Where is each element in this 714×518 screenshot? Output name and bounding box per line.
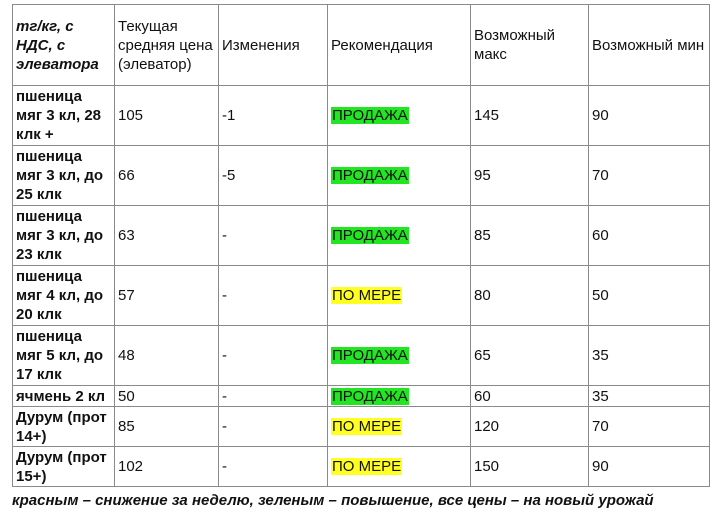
change-value: -	[219, 407, 328, 447]
recommendation-cell	[328, 146, 471, 206]
crop-name: пшеница мяг 4 кл, до 20 клк	[13, 266, 115, 326]
header-change: Изменения	[219, 5, 328, 86]
recommendation-badge: ПРОДАЖА	[332, 167, 408, 184]
recommendation-badge: ПРОДАЖА	[332, 107, 408, 124]
max-value: 80	[471, 266, 589, 326]
recommendation-cell	[328, 86, 471, 146]
crop-name: пшеница мяг 3 кл, 28 клк +	[13, 86, 115, 146]
price-value: 66	[115, 146, 219, 206]
max-value: 95	[471, 146, 589, 206]
change-value: -	[219, 266, 328, 326]
price-value: 57	[115, 266, 219, 326]
price-table	[12, 4, 710, 487]
change-value: -	[219, 206, 328, 266]
price-value: 102	[115, 447, 219, 487]
max-value: 150	[471, 447, 589, 487]
table-row	[13, 86, 710, 146]
max-value: 145	[471, 86, 589, 146]
crop-name: пшеница мяг 5 кл, до 17 клк	[13, 326, 115, 386]
recommendation-badge: ПО МЕРЕ	[332, 287, 402, 304]
min-value: 35	[589, 326, 710, 386]
recommendation-badge: ПО МЕРЕ	[332, 458, 402, 475]
price-value: 85	[115, 407, 219, 447]
price-value: 50	[115, 386, 219, 407]
recommendation-cell	[328, 386, 471, 407]
footnote: красным – снижение за неделю, зеленым – повышение, все цены – на новый урожай	[12, 492, 654, 509]
header-recommendation: Рекомендация	[328, 5, 471, 86]
max-value: 65	[471, 326, 589, 386]
change-value: -5	[219, 146, 328, 206]
recommendation-badge: ПРОДАЖА	[332, 347, 408, 364]
header-max: Возможный макс	[471, 5, 589, 86]
crop-name: пшеница мяг 3 кл, до 25 клк	[13, 146, 115, 206]
header-unit: тг/кг, с НДС, с элеватора	[13, 5, 115, 86]
price-value: 48	[115, 326, 219, 386]
recommendation-cell	[328, 407, 471, 447]
table-row	[13, 407, 710, 447]
table-row	[13, 386, 710, 407]
min-value: 60	[589, 206, 710, 266]
recommendation-badge: ПО МЕРЕ	[332, 418, 402, 435]
min-value: 90	[589, 447, 710, 487]
min-value: 70	[589, 407, 710, 447]
recommendation-badge: ПРОДАЖА	[332, 387, 408, 405]
max-value: 85	[471, 206, 589, 266]
table-row	[13, 326, 710, 386]
min-value: 90	[589, 86, 710, 146]
recommendation-badge: ПРОДАЖА	[332, 227, 408, 244]
header-price: Текущая средняя цена (элеватор)	[115, 5, 219, 86]
crop-name: Дурум (прот 15+)	[13, 447, 115, 487]
max-value: 120	[471, 407, 589, 447]
crop-name: Дурум (прот 14+)	[13, 407, 115, 447]
header-min: Возможный мин	[589, 5, 710, 86]
recommendation-cell	[328, 326, 471, 386]
min-value: 35	[589, 386, 710, 407]
table-row	[13, 206, 710, 266]
change-value: -	[219, 386, 328, 407]
recommendation-cell	[328, 266, 471, 326]
price-value: 105	[115, 86, 219, 146]
table-header-row	[13, 5, 710, 86]
crop-name: ячмень 2 кл	[13, 386, 115, 407]
min-value: 70	[589, 146, 710, 206]
table-row	[13, 266, 710, 326]
recommendation-cell	[328, 447, 471, 487]
price-value: 63	[115, 206, 219, 266]
max-value: 60	[471, 386, 589, 407]
change-value: -1	[219, 86, 328, 146]
crop-name: пшеница мяг 3 кл, до 23 клк	[13, 206, 115, 266]
min-value: 50	[589, 266, 710, 326]
recommendation-cell	[328, 206, 471, 266]
table-row	[13, 447, 710, 487]
change-value: -	[219, 447, 328, 487]
table-row	[13, 146, 710, 206]
change-value: -	[219, 326, 328, 386]
